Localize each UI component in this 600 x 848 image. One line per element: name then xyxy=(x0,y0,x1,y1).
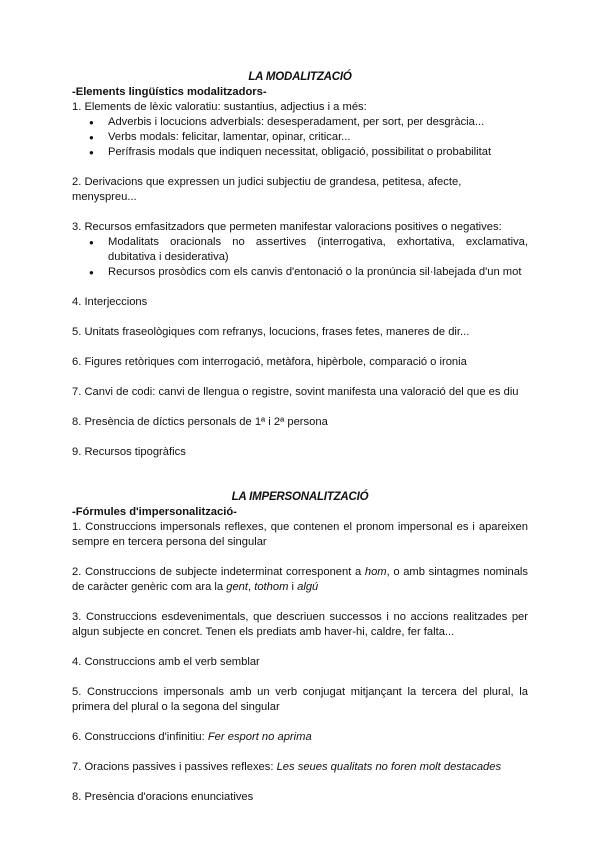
imp-item-4: 4. Construccions amb el verb semblar xyxy=(72,656,260,668)
example-tothom: tothom xyxy=(254,581,289,593)
example-gent: gent xyxy=(226,581,248,593)
bullet-icon: ● xyxy=(89,133,94,142)
bullet-item: ● Recursos prosòdics com els canvis d'entonació o la pronúncia sil·labejada d'un mot xyxy=(89,266,522,278)
example-algu: algú xyxy=(297,581,319,593)
bullet-item: ● Modalitats oracionals no assertives (interrogativa, exhortativa, exclamativa, dubitativa i desiderativa) xyxy=(89,236,528,263)
mod-item-1-bullets xyxy=(72,115,528,160)
mod-item-5: 5. Unitats fraseològiques com refranys, locucions, frases fetes, maneres de dir... xyxy=(72,326,470,338)
mod-item-6: 6. Figures retòriques com interrogació, metàfora, hipèrbole, comparació o ironia xyxy=(72,356,467,368)
section-subtitle-impersonalitzacio: -Fórmules d'impersonalització- xyxy=(72,506,237,518)
section-title-impersonalitzacio: LA IMPERSONALITZACIÓ xyxy=(231,491,369,503)
bullet-item: ● Verbs modals: felicitar, lamentar, opinar, criticar... xyxy=(89,131,351,143)
mod-item-2: 2. Derivacions que expressen un judici subjectiu de grandesa, petitesa, afecte, menyspreu... xyxy=(72,176,462,203)
imp-item-2: 2. Construccions de subjecte indeterminat corresponent a hom, o amb sintagmes nominals de caràcter genèric com ara la gent, tothom i algú xyxy=(72,566,528,593)
example-hom: hom xyxy=(364,566,387,578)
bullet-item: ● Perífrasis modals que indiquen necessitat, obligació, possibilitat o probabilitat xyxy=(89,146,492,158)
mod-item-4: 4. Interjeccions xyxy=(72,296,148,308)
imp-item-1: 1. Construccions impersonals reflexes, que contenen el pronom impersonal es i apareixen sempre en tercera persona del singular xyxy=(72,521,528,548)
mod-item-7: 7. Canvi de codi: canvi de llengua o registre, sovint manifesta una valoració del que es diu xyxy=(72,386,519,398)
bullet-icon: ● xyxy=(89,118,94,127)
example-passiva: Les seues qualitats no foren molt destacades xyxy=(276,761,502,773)
example-infinitiu: Fer esport no aprima xyxy=(207,731,312,743)
bullet-icon: ● xyxy=(89,238,94,247)
bullet-item: ● Adverbis i locucions adverbials: desesperadament, per sort, per desgràcia... xyxy=(89,116,485,128)
section-title-modalitzacio: LA MODALITZACIÓ xyxy=(248,71,352,83)
imp-item-7: 7. Oracions passives i passives reflexes: Les seues qualitats no foren molt destacades xyxy=(72,761,502,773)
bullet-icon: ● xyxy=(89,148,94,157)
mod-item-3: 3. Recursos emfasitzadors que permeten manifestar valoracions positives o negatives: xyxy=(72,221,502,233)
imp-item-8: 8. Presència d'oracions enunciatives xyxy=(72,791,254,803)
mod-item-9: 9. Recursos tipogràfics xyxy=(72,446,186,458)
mod-item-8: 8. Presència de díctics personals de 1ª i 2ª persona xyxy=(72,416,328,428)
imp-item-5: 5. Construccions impersonals amb un verb conjugat mitjançant la tercera del plural, la primera del plural o la segona del singular xyxy=(72,686,528,713)
bullet-icon: ● xyxy=(89,268,94,277)
document-page xyxy=(72,70,528,805)
imp-item-3: 3. Construccions esdevenimentals, que descriuen successos i no accions realitzades per algun subjecte en concret. Tenen els prediats amb haver-hi, caldre, fer falta... xyxy=(72,611,528,638)
section-subtitle-modalitzadors: -Elements lingüístics modalitzadors- xyxy=(72,86,267,98)
mod-item-1: 1. Elements de lèxic valoratiu: sustantius, adjectius i a més: xyxy=(72,101,367,113)
imp-item-6: 6. Construccions d'infinitiu: Fer esport no aprima xyxy=(72,731,312,743)
mod-item-3-bullets xyxy=(72,235,528,280)
